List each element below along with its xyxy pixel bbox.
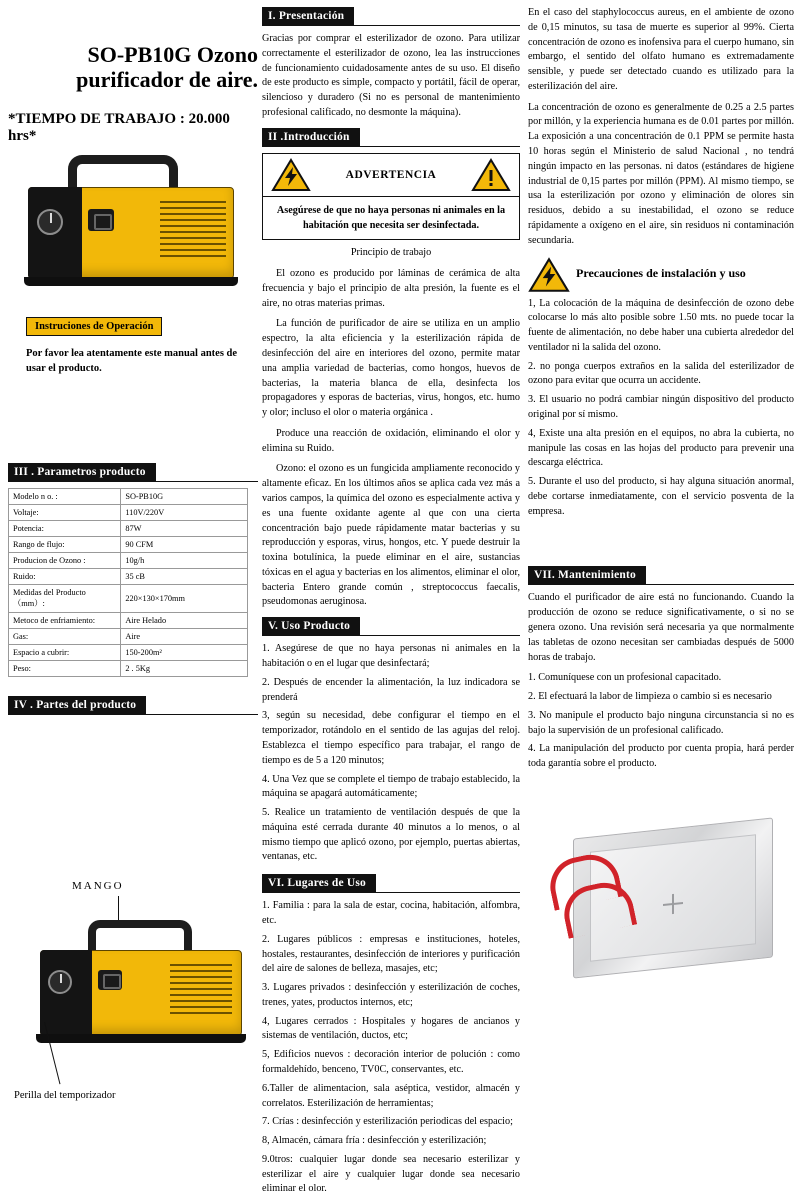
- maintenance-heading: VII. Mantenimiento: [528, 566, 646, 584]
- high-voltage-icon-2: [528, 257, 568, 291]
- maintenance-heading-wrap: [528, 565, 794, 585]
- precautions-heading: Precauciones de instalación y uso: [576, 266, 746, 280]
- param-key: Modelo n o. :: [9, 489, 121, 505]
- list-item: 1. Comuníquese con un profesional capacitado.: [528, 672, 722, 684]
- param-key: Peso:: [9, 661, 121, 677]
- power-socket-icon-2: [98, 970, 122, 990]
- base-shape: [24, 277, 238, 286]
- table-row: [9, 505, 248, 521]
- product-photo-bottom: [26, 920, 256, 1060]
- front-panel-shape-2: [40, 950, 92, 1036]
- param-value: 35 cB: [121, 569, 248, 585]
- warning-box-top: [263, 154, 519, 197]
- center-column: [262, 6, 520, 1201]
- handle-callout-line: [118, 896, 119, 922]
- work-time-label: *TIEMPO DE TRABAJO : 20.000 hrs*: [8, 110, 230, 144]
- precautions-heading-row: [528, 257, 794, 291]
- parts-heading: IV . Partes del producto: [8, 696, 146, 714]
- list-item: 5. Realice un tratamiento de ventilación después de que la máquina esté cerrada durante 40 minutos a lo menos, o al mismo tiempo que aplicó ozono, por ejemplo, puertas abiertas, ventanas, etc.: [262, 807, 520, 863]
- list-item: 3. El usuario no podrá cambiar ningún dispositivo del producto original por sí mismo.: [528, 394, 794, 420]
- list-item: 4. La manipulación del producto por cuenta propia, hará perder toda garantía sobre el producto.: [528, 743, 794, 770]
- exclamation-warning-icon: [471, 158, 511, 192]
- table-row: [9, 537, 248, 553]
- introduction-p1: El ozono es producido por láminas de cerámica de alta frecuencia y bajo el principio de alta presión, la fuente es el aire, no otras materias primas.: [262, 268, 520, 309]
- parameters-heading-wrap: [8, 462, 258, 482]
- list-item: 1. Familia : para la sala de estar, cocina, habitación, alfombra, etc.: [262, 900, 520, 926]
- param-value: 110V/220V: [121, 505, 248, 521]
- parameters-table: [8, 488, 248, 677]
- presentation-heading-wrap: [262, 6, 520, 26]
- param-key: Voltaje:: [9, 505, 121, 521]
- base-shape-2: [36, 1034, 246, 1043]
- places-heading: VI. Lugares de Uso: [262, 874, 376, 892]
- introduction-heading: II .Introducción: [262, 128, 360, 146]
- list-item: 8, Almacén, cámara fría : desinfección y esterilización;: [262, 1135, 487, 1147]
- timer-knob-icon-2: [48, 970, 72, 994]
- param-value: Aire: [121, 629, 248, 645]
- list-item: 2. no ponga cuerpos extraños en la salida del esterilizador de ozono para evitar que ocurra un accidente.: [528, 360, 794, 387]
- param-key: Producion de Ozono :: [9, 553, 121, 569]
- list-item: 3, según su necesidad, debe configurar el tiempo en el temporizador, rotándolo en el sentido de las agujas del reloj. Establezca el tiempo específico para trabajar, el rango de tiempo es de 5 a 120 minutos;: [262, 710, 520, 766]
- power-socket-icon: [88, 209, 114, 231]
- list-item: 6.Taller de alimentacion, sala aséptica, vestidor, almacén y correlatos. Esterilización de herramientas;: [262, 1082, 520, 1109]
- usage-heading-wrap: [262, 616, 520, 636]
- timer-knob-icon: [37, 209, 63, 235]
- places-list: [262, 899, 520, 1197]
- ozone-plate-photo: [545, 800, 791, 1000]
- precautions-list: [528, 297, 794, 520]
- param-key: Potencia:: [9, 521, 121, 537]
- warning-text: Asegúrese de que no haya personas ni animales en la habitación que necesita ser desinfectada.: [276, 204, 506, 231]
- param-value: 10g/h: [121, 553, 248, 569]
- table-row: [9, 585, 248, 613]
- list-item: 5. Durante el uso del producto, si hay alguna situación anormal, debe cortarse inmediatamente, con el servicio posventa de la empresa.: [528, 476, 794, 517]
- param-key: Gas:: [9, 629, 121, 645]
- param-value: 220×130×170mm: [121, 585, 248, 613]
- table-row: [9, 521, 248, 537]
- param-key: Espacio a cubrir:: [9, 645, 121, 661]
- list-item: 2. El efectuará la labor de limpieza o cambio si es necesario: [528, 691, 772, 703]
- param-key: Metoco de enfriamiento:: [9, 613, 121, 629]
- product-illustration: [10, 153, 250, 303]
- parameters-heading: III . Parametros producto: [8, 463, 156, 481]
- list-item: 7. Crías : desinfección y esterilización periodicas del espacio;: [262, 1116, 513, 1128]
- product-title: SO-PB10G Ozono purificador de aire.: [76, 42, 258, 93]
- presentation-paragraph: Gracias por comprar el esterilizador de ozono. Para utilizar correctamente el esterilizador de ozono, lea las instrucciones de funcionamiento cuidadosamente antes de su uso. El diseño de este producto es simple, compacto y portátil, fácil de operar, silencioso y duradero (Si no es personal de mantenimiento profesional calificado, no desmonte la máquina).: [262, 33, 520, 118]
- table-row: [9, 569, 248, 585]
- usage-list: [262, 642, 520, 865]
- param-key: Ruido:: [9, 569, 121, 585]
- list-item: 5, Edificios nuevos : decoración interior de polución : como formaldehído, benceno, TV0C, conservantes, etc.: [262, 1049, 520, 1075]
- table-row: [9, 553, 248, 569]
- list-item: 3. No manipule el producto bajo ninguna circunstancia si no es bajo la supervisión de un profesional calificado.: [528, 709, 794, 736]
- list-item: 2. Después de encender la alimentación, la luz indicadora se prenderá: [262, 676, 520, 703]
- param-value: 87W: [121, 521, 248, 537]
- param-value: 90 CFM: [121, 537, 248, 553]
- handle-shape-2: [88, 920, 192, 950]
- param-key: Rango de flujo:: [9, 537, 121, 553]
- param-value: 150-200m²: [121, 645, 248, 661]
- presentation-heading: I. Presentación: [262, 7, 354, 25]
- principle-title: Principio de trabajo: [350, 247, 432, 259]
- introduction-heading-wrap: [262, 127, 520, 147]
- param-key: Medidas del Producto（mm）:: [9, 585, 121, 613]
- introduction-p4: Ozono: el ozono es un fungicida ampliamente reconocido y altamente eficaz. En los últimos años se aplica cada vez más a varios campos, la química del ozono es especialmente activa y es una fuente oxidante agente al que con una cierta concentración bajo puede rápidamente matar bacterias y su reproducción y esporas, virus, hongos, etc. Y puede destruir la toxina botulínica, la puede eliminar en el aire, sustancias tóxicas en el agua y bacterias en los alimentos, eliminar el olor, bacteria Entero grande común , streptococcus faecalis, pseudomonas aeruginosa.: [262, 463, 520, 608]
- param-value: Aire Helado: [121, 613, 248, 629]
- places-heading-wrap: [262, 873, 520, 893]
- list-item: 4, Existe una alta presión en el equipos, no abra la cubierta, no manipule las cosas en las hojas del producto para prevenir una descarga eléctrica.: [528, 427, 794, 469]
- list-item: 1. Asegúrese de que no haya personas ni animales en la habitación o en el lugar que desinfectará;: [262, 643, 520, 670]
- list-item: 4, Lugares cerrados : Hospitales y hogares de ancianos y sistemas de ventilación, ductos, etc;: [262, 1015, 520, 1042]
- right-column: [528, 6, 794, 776]
- knob-callout-label: Perilla del temporizador: [14, 1090, 116, 1101]
- table-row: [9, 613, 248, 629]
- handle-shape: [68, 155, 178, 189]
- plate-center-mark: [663, 893, 683, 915]
- vent-grille-2: [170, 964, 232, 1022]
- table-row: [9, 489, 248, 505]
- operation-instructions-note: Por favor lea atentamente este manual antes de usar el producto.: [26, 347, 238, 374]
- param-value: 2 . 5Kg: [121, 661, 248, 677]
- warning-title: ADVERTENCIA: [345, 168, 437, 181]
- introduction-p2: La función de purificador de aire se utiliza en un amplio espectro, la alta eficiencia y la esterilización rápida de desinfección del aire en interiores del ozono, permite matar una amplia variedad de bacterias, como hongos, huevos de bacterias, la materia blanca de ella, desinfecta los propagadores y esporas de bacterias, virus, hongos, etc. humo y olor; incluso el olor o materia orgánica .: [262, 318, 520, 419]
- table-row: [9, 645, 248, 661]
- list-item: 1, La colocación de la máquina de desinfección de ozono debe colocarse lo más alto posible sobre 1.50 mts. no puede tocar la fuente de alimentación, no debe haber una cubierta alrededor del ventilador ni la salida del ozono.: [528, 297, 794, 353]
- list-item: 9.0tros: cualquier lugar donde sea necesario esterilizar y esterilizar el aire y cualquier lugar donde sea necesario eliminar el olor.: [262, 1153, 520, 1195]
- usage-heading: V. Uso Producto: [262, 617, 360, 635]
- introduction-p3: Produce una reacción de oxidación, eliminando el olor y elimina su Ruido.: [262, 427, 520, 454]
- param-value: SO-PB10G: [121, 489, 248, 505]
- maintenance-paragraph: Cuando el purificador de aire está no funcionando. Cuando la producción de ozono se reduce significativamente, o si no se genera ozono. Una revisión será necesaria ya que normalmente las tabletas de ozono necesitan ser cambiadas después de 5000 horas de trabajo.: [528, 592, 794, 663]
- operation-instructions-label: Instruciones de Operación: [26, 317, 162, 336]
- maintenance-list: [528, 671, 794, 772]
- table-row: [9, 661, 248, 677]
- staph-paragraph-2: La concentración de ozono es generalmente de 0.25 a 2.5 partes por millón, y la experiencia humana es de 0.01 partes por millón. La exposición a una concentración de 0.1 PPM se permite hasta 10 horas según el Ministerio de salud Nacional , no tendrá ningún impacto en las personas. ni datos (estándares de higiene industrial de 0,15 partes por millón (PPM). Al mismo tiempo, se usa la esterilización por ozono y eliminación de olores sin residuos, debido a su inestabilidad, el ozono se reduce rápidamente a oxígeno en el aire, sin residuos ni contaminación secundaria.: [528, 101, 794, 246]
- high-voltage-icon: [271, 158, 311, 192]
- left-column: [8, 6, 258, 721]
- list-item: 3. Lugares privados : desinfección y esterilización de coches, trenes, yates, productos internos, etc;: [262, 982, 520, 1008]
- list-item: 4. Una Vez que se complete el tiempo de trabajo establecido, la máquina se apagará automáticamente;: [262, 773, 520, 800]
- handle-callout-label: MANGO: [72, 880, 124, 892]
- table-row: [9, 629, 248, 645]
- list-item: 2. Lugares públicos : empresas e instituciones, hoteles, hostales, restaurantes, desinfección de interiores y purificación del aire de salones de belleza, masajes, etc;: [262, 933, 520, 975]
- staph-paragraph-1: En el caso del staphylococcus aureus, en el ambiente de ozono de 0,15 minutos, su tasa de muerte es superior al 99%. Cierta concentración de ozono es inofensiva para el cuerpo humano, sin embargo, el sentido del olfato humano es extremadamente sensible, y puede ser detectado cuando es utilizado para la esterilización del aire.: [528, 7, 794, 92]
- warning-box: [262, 153, 520, 241]
- vent-grille: [160, 201, 226, 265]
- parts-heading-wrap: [8, 695, 258, 715]
